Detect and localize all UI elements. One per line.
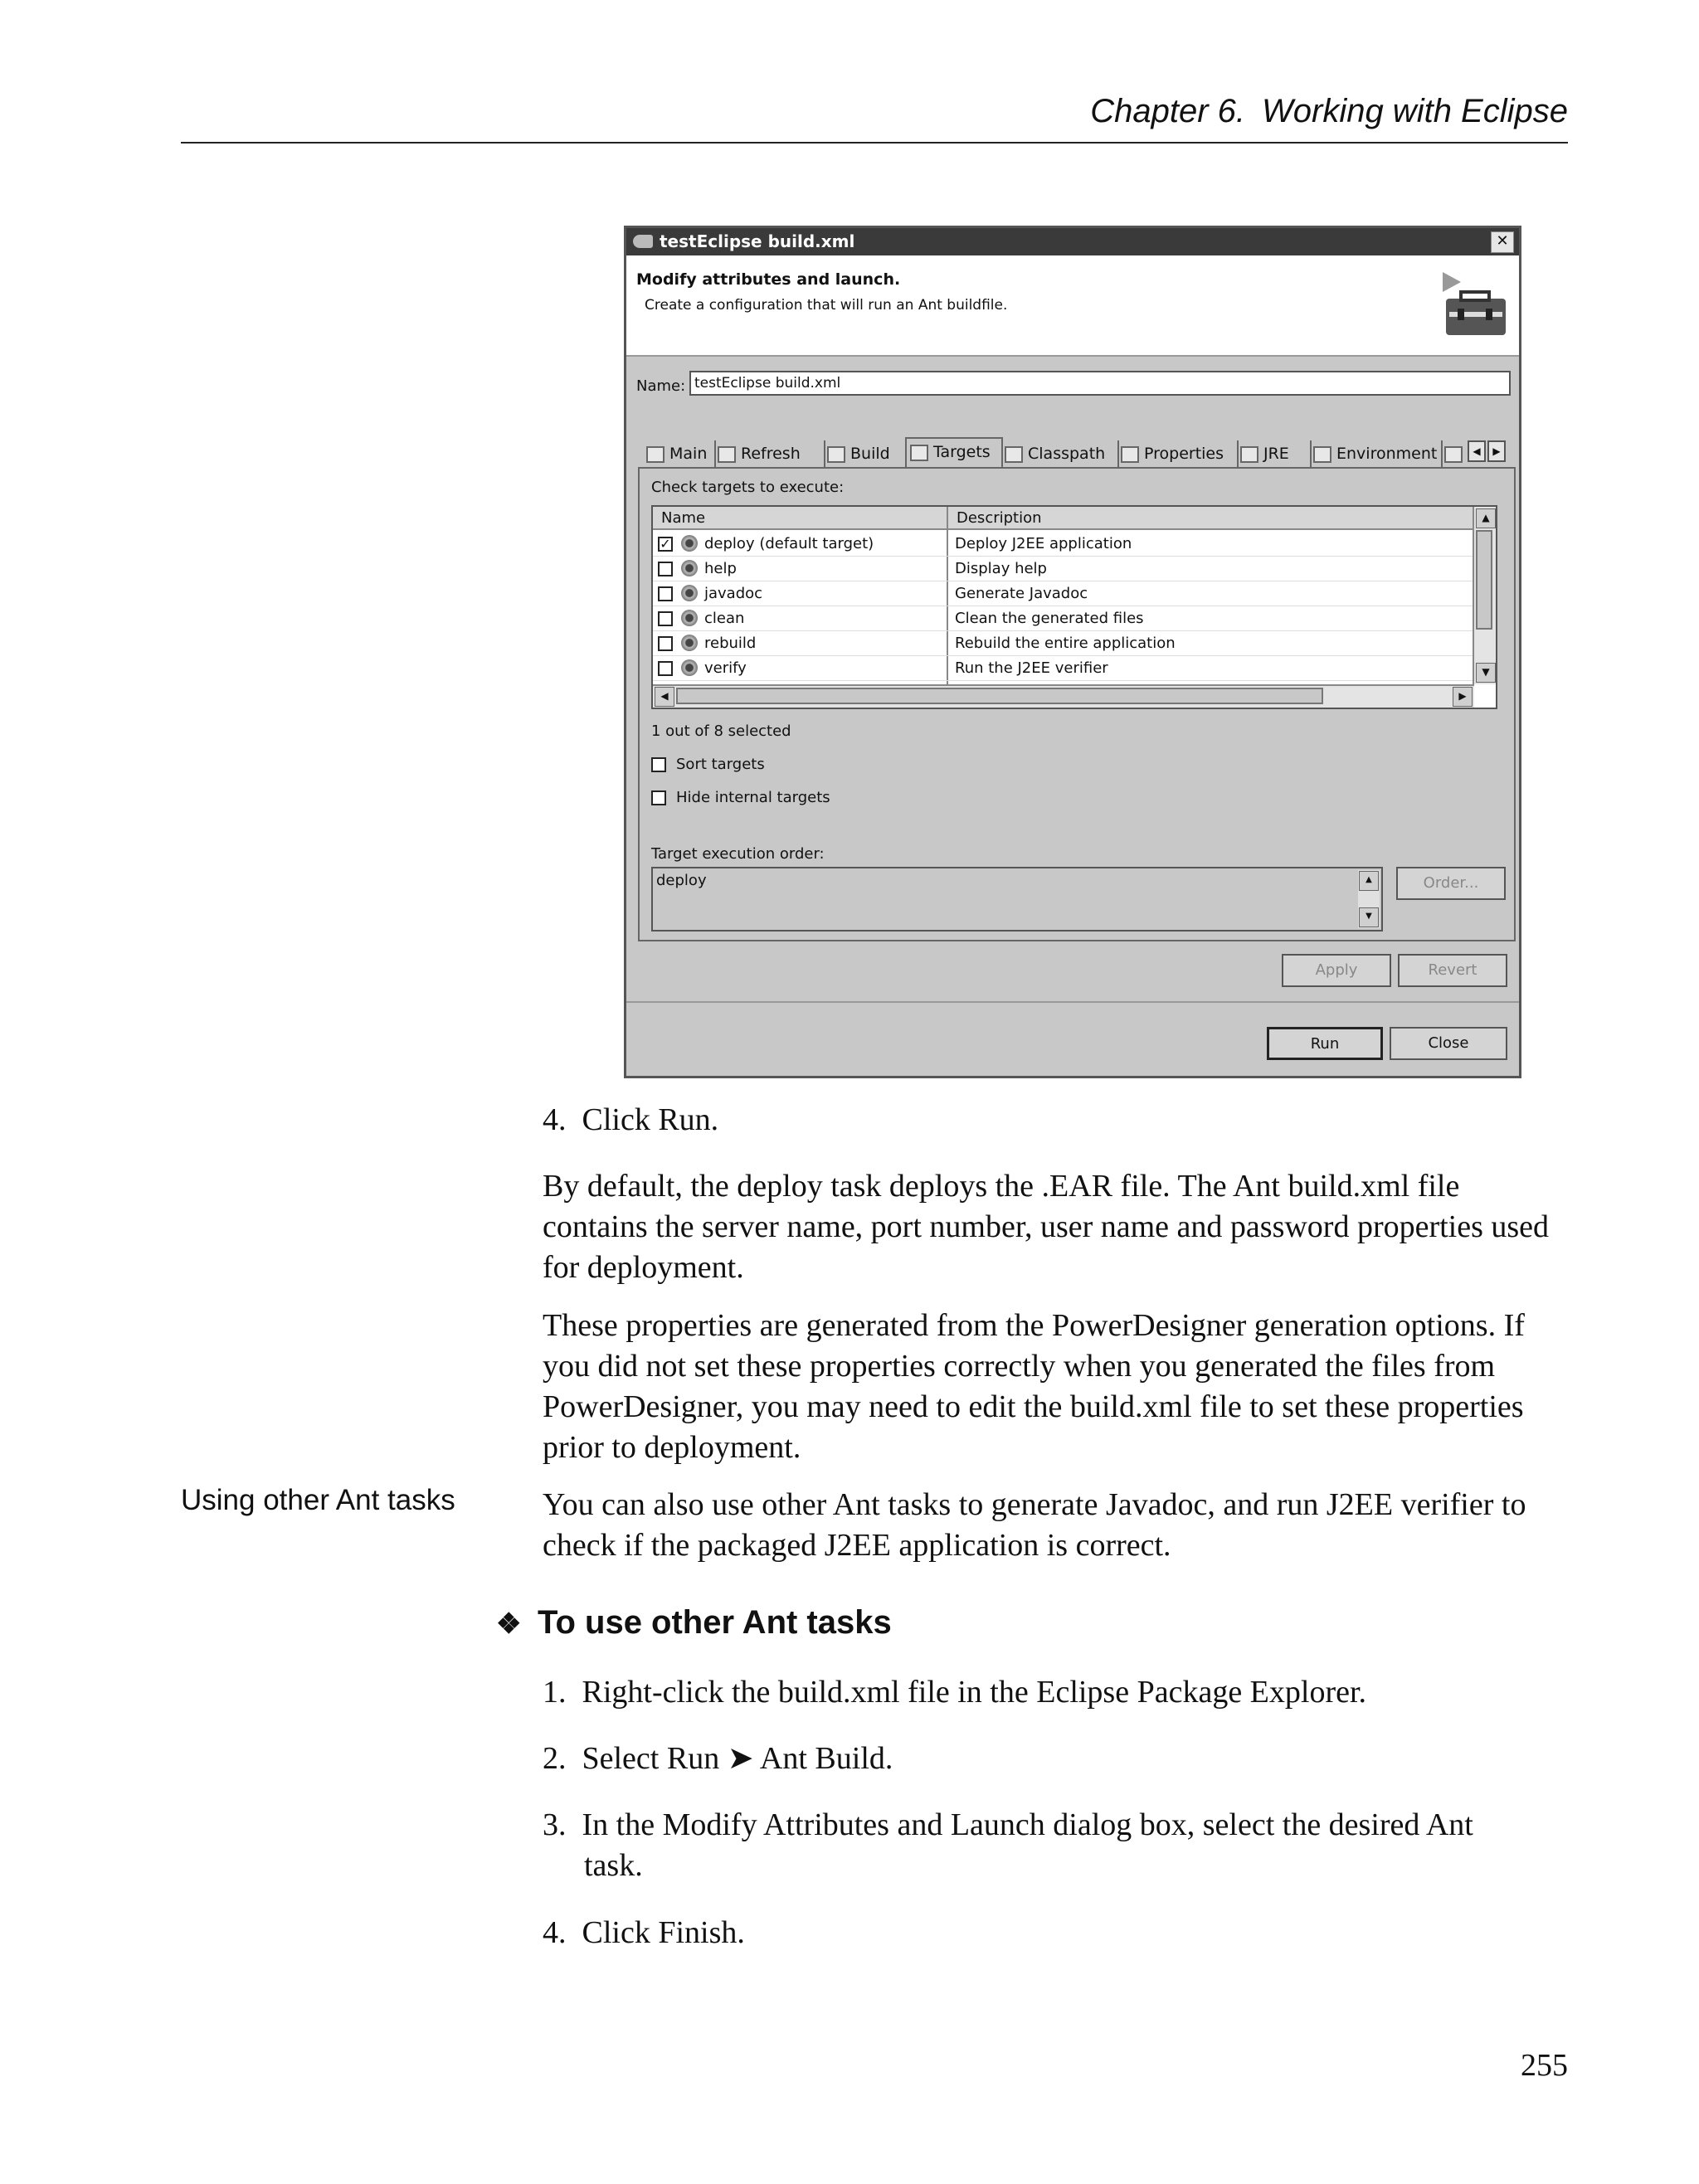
paragraph-properties: These properties are generated from the PowerDesigner generation options. If you did not set these properties correctly when you generated the files from PowerDesigner, you may need to edit the build.xml file to set these properties prior to deployment. — [543, 1308, 1525, 1465]
classpath-icon — [1005, 446, 1023, 463]
diamond-bullet-icon: ❖ — [496, 1608, 522, 1640]
procedure-heading — [496, 1604, 892, 1642]
horizontal-scroll-thumb[interactable] — [676, 688, 1323, 704]
main-tab-icon — [646, 446, 665, 463]
tab-properties[interactable] — [1117, 440, 1239, 467]
tab-main[interactable] — [643, 440, 716, 467]
target-icon — [681, 560, 698, 576]
target-name: deploy (default target) — [704, 535, 874, 552]
paragraph-deploy-default: By default, the deploy task deploys the .EAR file. The Ant build.xml file contains the server name, port number, user name and password properties used for deployment. — [543, 1169, 1550, 1285]
target-description: Generate Javadoc — [955, 585, 1088, 602]
exec-order-label: Target execution order: — [651, 845, 825, 863]
name-label: Name: — [636, 377, 686, 395]
hide-internal-label[interactable]: Hide internal targets — [676, 789, 830, 806]
tab-overflow[interactable] — [1441, 440, 1464, 467]
target-description: Rebuild the entire application — [955, 635, 1176, 652]
tab-targets[interactable] — [905, 437, 1003, 469]
common-tab-icon — [1444, 446, 1463, 463]
sort-targets-label[interactable]: Sort targets — [676, 756, 765, 773]
targets-table — [651, 505, 1497, 709]
targets-icon — [910, 445, 928, 461]
check-targets-label: Check targets to execute: — [651, 479, 845, 496]
target-name: verify — [704, 659, 747, 677]
close-icon[interactable]: ✕ — [1491, 231, 1514, 253]
button-separator — [626, 1001, 1519, 1003]
tab-build-label: Build — [850, 445, 890, 463]
sort-targets-checkbox[interactable] — [651, 757, 666, 772]
selected-count: 1 out of 8 selected — [651, 722, 791, 740]
table-row[interactable] — [653, 656, 1474, 681]
order-scroll-down-icon[interactable]: ▼ — [1359, 907, 1379, 927]
launch-configuration-dialog — [624, 226, 1521, 1078]
tab-properties-label: Properties — [1144, 445, 1224, 463]
scroll-left-icon[interactable]: ◀ — [655, 687, 674, 707]
table-row[interactable] — [653, 557, 1474, 581]
target-icon — [681, 659, 698, 676]
hide-internal-checkbox[interactable] — [651, 790, 666, 805]
tab-scroll-left-icon[interactable]: ◀ — [1468, 440, 1486, 462]
target-icon — [681, 610, 698, 626]
close-button[interactable]: Close — [1390, 1027, 1507, 1060]
order-button[interactable]: Order... — [1396, 867, 1506, 900]
build-icon — [827, 446, 845, 463]
tab-refresh[interactable] — [714, 440, 825, 467]
target-checkbox[interactable] — [658, 661, 673, 676]
procedure-step-3-text: 3. In the Modify Attributes and Launch dialog box, select the desired Ant task. — [543, 1807, 1473, 1883]
revert-button[interactable]: Revert — [1398, 954, 1507, 987]
toolbox-icon — [1436, 267, 1511, 342]
order-scroll-up-icon[interactable]: ▲ — [1359, 871, 1379, 891]
exec-order-item: deploy — [656, 872, 707, 889]
page-number: 255 — [1521, 2048, 1568, 2083]
dialog-banner — [626, 255, 1519, 357]
procedure-step-2: 2. Select Run ➤ Ant Build. — [543, 1741, 893, 1776]
target-checkbox[interactable] — [658, 562, 673, 576]
procedure-step-4: 4. Click Finish. — [543, 1915, 745, 1950]
horizontal-scrollbar[interactable] — [653, 684, 1474, 708]
target-name: help — [704, 560, 737, 577]
jre-icon — [1240, 446, 1258, 463]
column-header-name[interactable]: Name — [653, 507, 947, 530]
target-checkbox[interactable] — [658, 636, 673, 651]
scroll-down-icon[interactable]: ▼ — [1476, 663, 1496, 683]
procedure-heading-text: To use other Ant tasks — [538, 1604, 892, 1641]
procedure-step-3 — [543, 1805, 1530, 1886]
apply-button[interactable]: Apply — [1282, 954, 1391, 987]
tab-main-label: Main — [669, 445, 708, 463]
tab-build[interactable] — [824, 440, 907, 467]
target-icon — [681, 585, 698, 601]
tab-jre[interactable] — [1237, 440, 1312, 467]
title-bar — [626, 228, 1519, 255]
target-checkbox[interactable]: ✓ — [658, 537, 673, 552]
vertical-scrollbar[interactable] — [1473, 507, 1496, 684]
tab-jre-label: JRE — [1263, 445, 1289, 463]
properties-icon — [1121, 446, 1139, 463]
vertical-scroll-thumb[interactable] — [1476, 530, 1492, 630]
column-header-description[interactable]: Description — [948, 507, 1474, 530]
run-button[interactable]: Run — [1267, 1027, 1383, 1060]
tab-classpath[interactable] — [1001, 440, 1119, 467]
exec-order-scrollbar[interactable] — [1358, 870, 1380, 928]
tab-bar — [643, 437, 1511, 467]
target-description: Deploy J2EE application — [955, 535, 1132, 552]
procedure-step-1: 1. Right-click the build.xml file in the Eclipse Package Explorer. — [543, 1675, 1367, 1710]
environment-icon — [1313, 446, 1331, 463]
step-click-run: 4. Click Run. — [543, 1102, 719, 1137]
target-name: rebuild — [704, 635, 757, 652]
target-checkbox[interactable] — [658, 586, 673, 601]
eclipse-icon — [633, 235, 653, 248]
name-input[interactable]: testEclipse build.xml — [689, 371, 1511, 396]
refresh-icon — [718, 446, 736, 463]
target-checkbox[interactable] — [658, 611, 673, 626]
target-rows — [653, 532, 1474, 681]
target-icon — [681, 535, 698, 552]
target-description: Clean the generated files — [955, 610, 1144, 627]
chapter-title: Chapter 6. Working with Eclipse — [1090, 93, 1568, 129]
table-row[interactable] — [653, 606, 1474, 631]
running-header — [181, 90, 1568, 143]
tab-environment[interactable] — [1310, 440, 1443, 467]
tab-environment-label: Environment — [1336, 445, 1438, 463]
dialog-title: testEclipse build.xml — [660, 231, 855, 251]
tab-classpath-label: Classpath — [1028, 445, 1106, 463]
table-row[interactable] — [653, 532, 1474, 557]
exec-order-list[interactable] — [651, 867, 1383, 931]
scroll-up-icon[interactable]: ▲ — [1476, 508, 1496, 528]
paragraph-other-tasks: You can also use other Ant tasks to generate Javadoc, and run J2EE verifier to check if the packaged J2EE application is correct. — [543, 1487, 1526, 1563]
table-row[interactable] — [653, 631, 1474, 656]
targets-panel — [638, 467, 1516, 941]
target-name: javadoc — [704, 585, 763, 602]
target-description: Display help — [955, 560, 1047, 577]
scroll-right-icon[interactable]: ▶ — [1453, 687, 1473, 707]
margin-note: Using other Ant tasks — [181, 1484, 455, 1516]
tab-targets-label: Targets — [933, 443, 991, 461]
banner-subtitle: Create a configuration that will run an Ant buildfile. — [645, 297, 1008, 314]
tab-scroll-right-icon[interactable]: ▶ — [1487, 440, 1506, 462]
tab-refresh-label: Refresh — [741, 445, 801, 463]
target-icon — [681, 635, 698, 651]
banner-title: Modify attributes and launch. — [636, 270, 901, 289]
target-description: Run the J2EE verifier — [955, 659, 1108, 677]
target-name: clean — [704, 610, 745, 627]
table-row[interactable] — [653, 581, 1474, 606]
